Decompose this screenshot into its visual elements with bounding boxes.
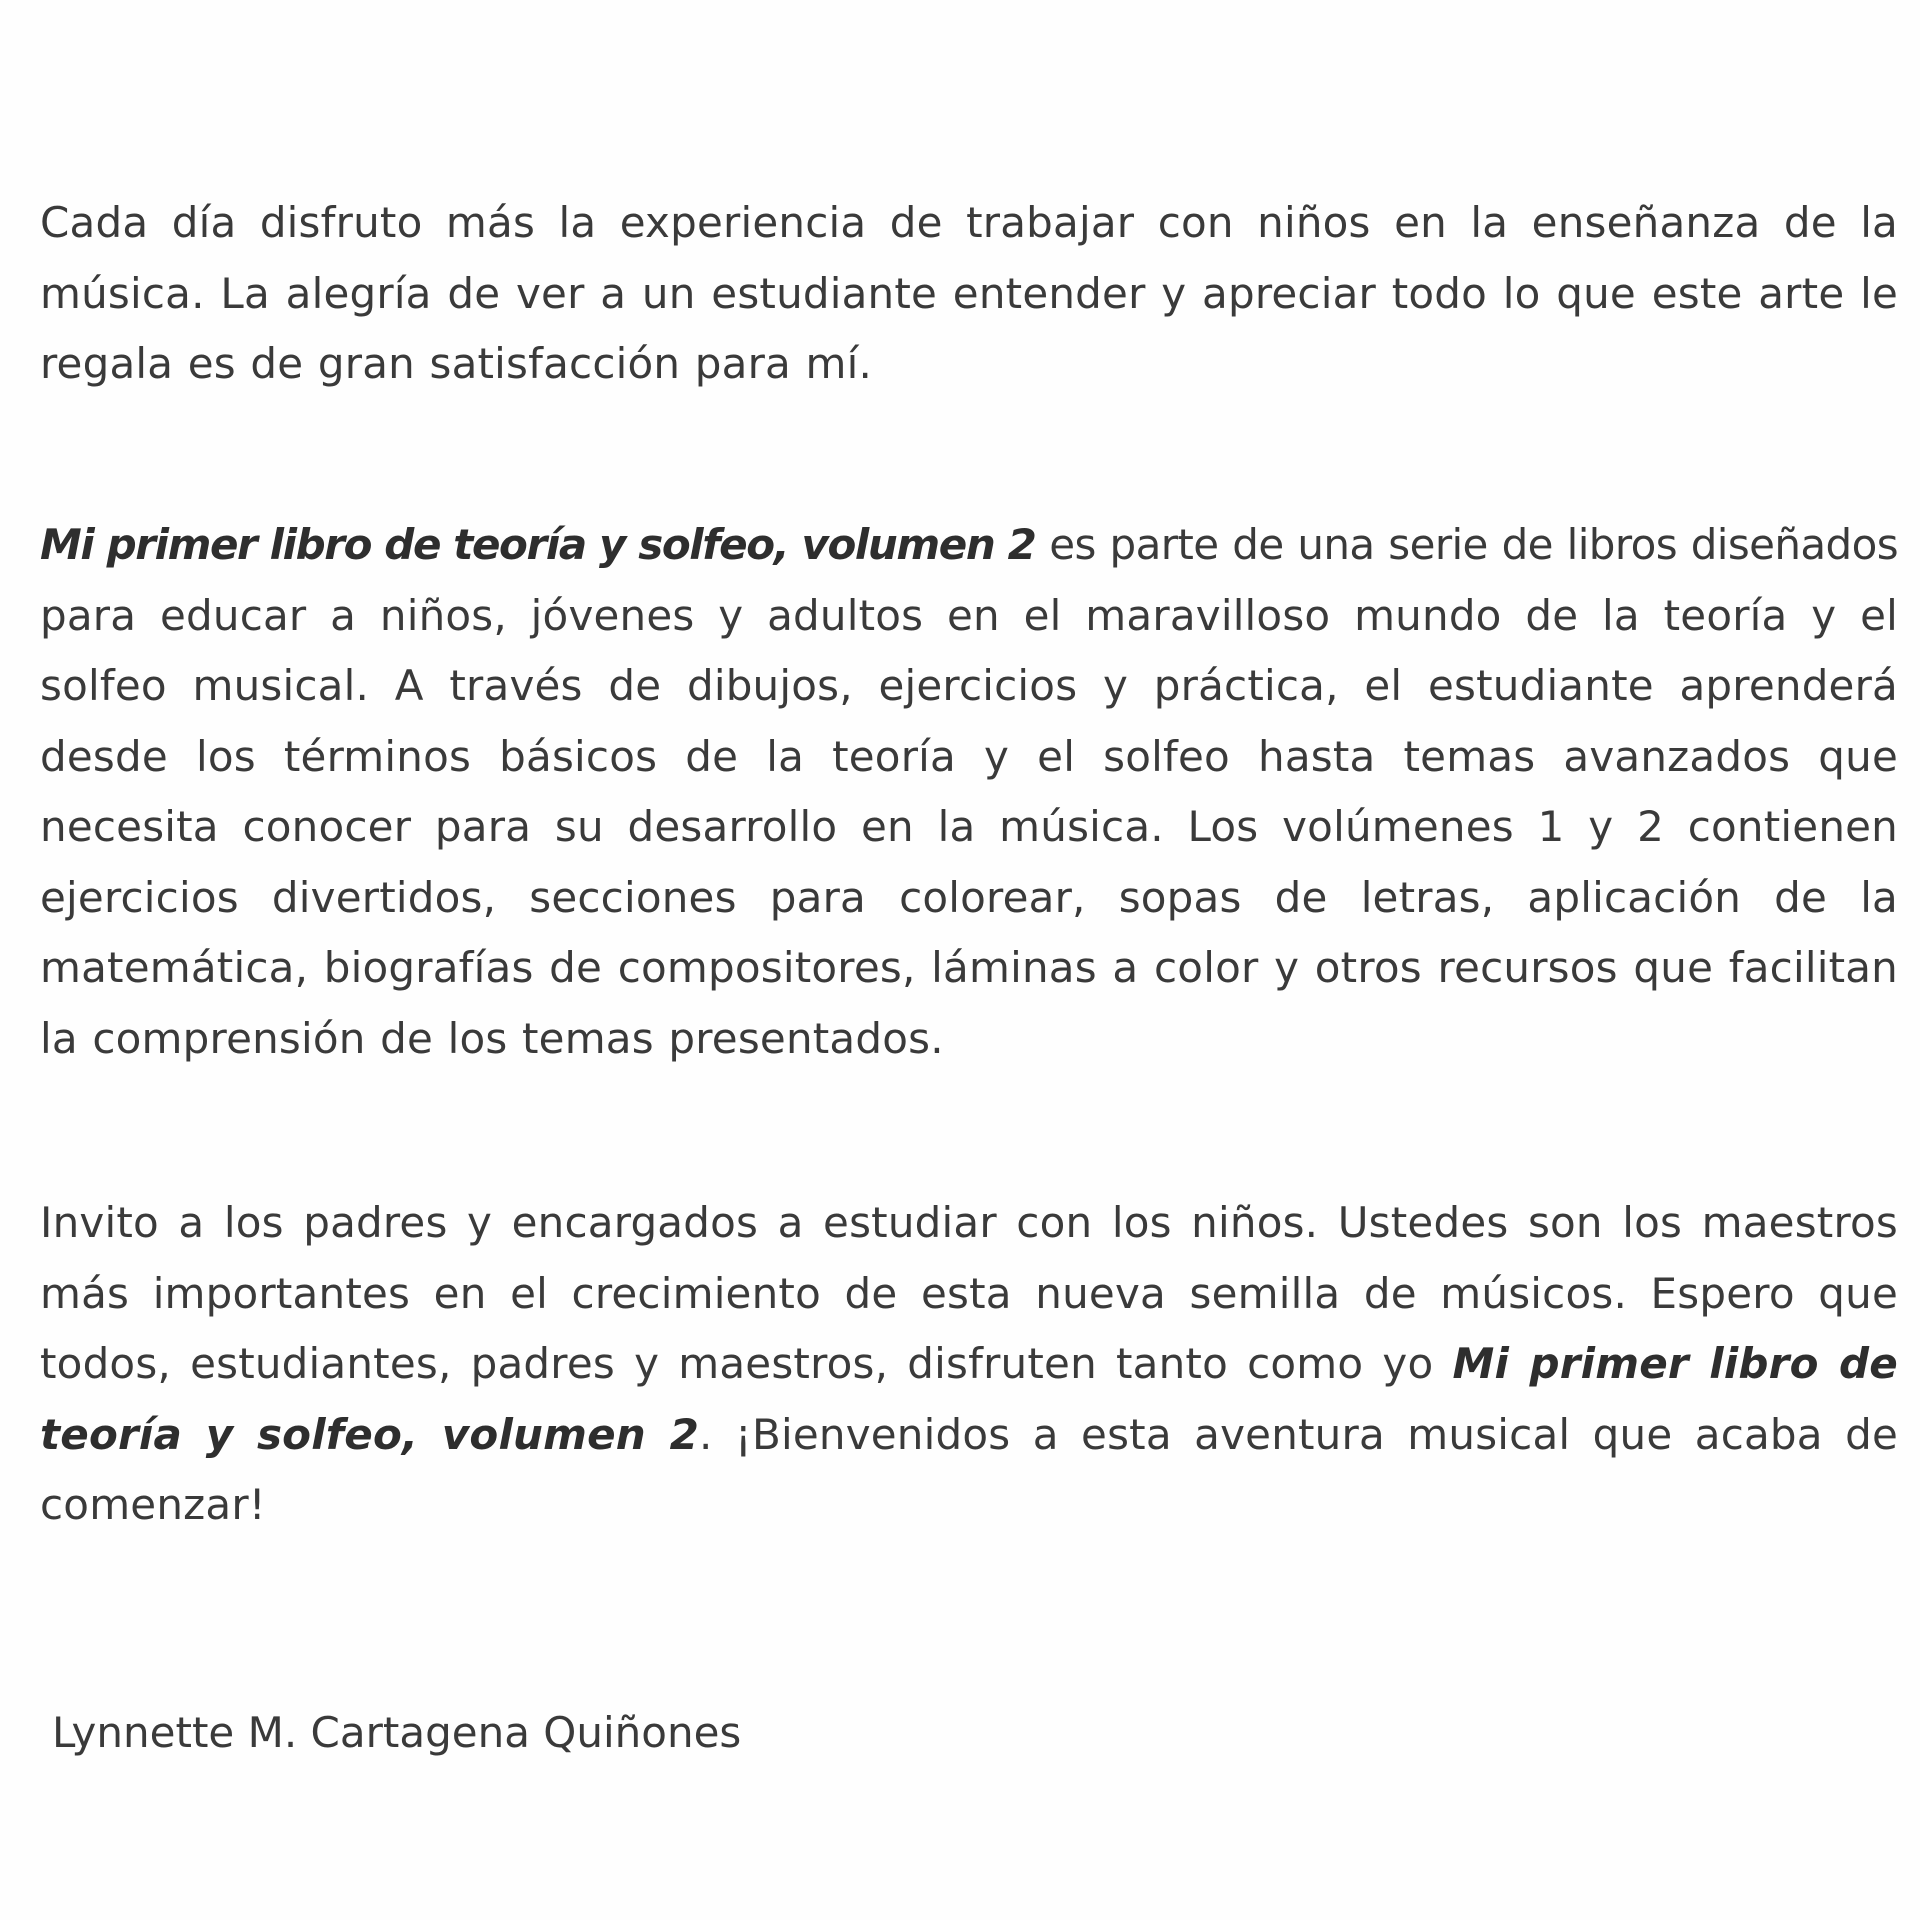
book-description-paragraph: [40, 510, 1898, 1074]
intro-paragraph: [40, 188, 1898, 400]
invitation-text-after: . ¡Bienvenidos a esta aventura musical que acaba de comenzar!: [40, 1409, 1899, 1529]
book-description-first-line: es parte de una serie de libros diseñados: [1035, 520, 1898, 569]
invitation-paragraph: [40, 1188, 1898, 1541]
intro-paragraph-text: Cada día disfruto más la experiencia de trabajar con niños en la enseñanza de la música. La alegría de ver a un estudiante entender y apreciar todo lo que este arte le regala es de gran satisfacción para mí.: [40, 198, 1898, 388]
book-title-emphasis-2: Mi primer libro de teoría y solfeo, volumen 2: [40, 1339, 1898, 1459]
author-signature: Lynnette M. Cartagena Quiñones: [52, 1708, 742, 1757]
book-title-emphasis: Mi primer libro de teoría y solfeo, volumen 2: [40, 520, 1036, 569]
book-description-text: para educar a niños, jóvenes y adultos en el maravilloso mundo de la teoría y el solfeo musical. A través de dibujos, ejercicios y práctica, el estudiante aprenderá desde los términos básicos de la teoría y el solfeo hasta temas avanzados que necesita conocer para su desarrollo en la música. Los volúmenes 1 y 2 contienen ejercicios divertidos, secciones para colorear, sopas de letras, aplicación de la matemática, biografías de compositores, láminas a color y otros recursos que facilitan la comprensión de los temas presentados.: [40, 590, 1898, 1063]
invitation-text-before: Invito a los padres y encargados a estudiar con los niños. Ustedes son los maestros más importantes en el crecimiento de esta nueva semilla de músicos. Espero que todos, estudiantes, padres y maestros, disfruten tanto como yo: [40, 1198, 1898, 1388]
